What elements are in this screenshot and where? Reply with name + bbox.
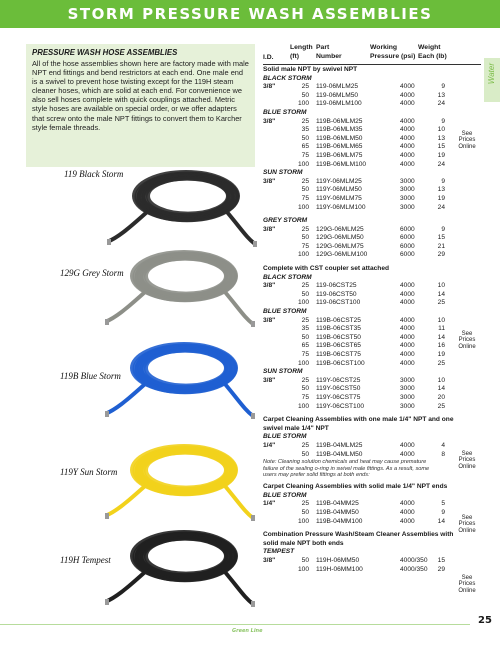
- section-heading: Carpet Cleaning Assemblies with one male 1/4" NPT and one: [263, 416, 454, 424]
- subheading: BLACK STORM: [263, 74, 312, 82]
- cell-weight: 19: [437, 351, 445, 358]
- subheading: BLACK STORM: [263, 273, 312, 281]
- see-prices-word: Prices: [458, 581, 476, 588]
- cell-length: 50: [301, 557, 309, 565]
- section-heading: Solid male NPT by swivel NPT: [263, 66, 358, 73]
- cell-pressure: 4000: [400, 83, 415, 91]
- cell-part: 119B-06CST25: [316, 316, 361, 324]
- cell-weight: 25: [437, 299, 445, 307]
- table-row: [263, 234, 483, 243]
- cell-weight: 15: [437, 234, 445, 242]
- cell-part: 119B-04MM100: [316, 517, 363, 525]
- cell-length: 25: [301, 441, 309, 449]
- cell-pressure: 4000: [400, 290, 415, 298]
- hose-coil-image: [107, 160, 257, 250]
- table-row: [263, 204, 483, 213]
- table-row: [263, 243, 483, 252]
- assembly-table: [263, 66, 483, 574]
- see-prices-online-note: [452, 575, 482, 594]
- cell-pressure: 3000: [400, 203, 415, 211]
- table-row: [263, 83, 483, 92]
- cell-length: 65: [301, 143, 309, 151]
- footer-brand: Green Line: [232, 628, 263, 634]
- see-prices-online-note: [452, 451, 482, 470]
- table-row: [263, 377, 483, 386]
- cell-weight: 20: [437, 393, 445, 401]
- table-row: [263, 385, 483, 394]
- cell-pressure: 4000: [400, 143, 415, 151]
- cell-length: 50: [301, 91, 309, 99]
- cell-weight: 4: [441, 441, 445, 449]
- cell-id: 3/8": [263, 117, 276, 125]
- subheading: BLUE STORM: [263, 433, 307, 441]
- table-row: [263, 360, 483, 369]
- cell-weight: 8: [441, 450, 445, 458]
- cell-weight: 9: [441, 117, 445, 125]
- cell-pressure: 3000: [400, 376, 415, 384]
- cell-length: 100: [297, 402, 309, 410]
- cell-part: 129G-06MLM25: [316, 225, 364, 233]
- see-prices-online-note: [452, 331, 482, 350]
- intro-body: All of the hose assemblies shown here are factory made with male NPT end fittings and bend restrictors at each end. One male end is a swivel to prevent hose twisting except for the 119H steam cleaner hoses, which are solid at each end. For convenience we also sell hoses complete with quick couplings attached. Metric style hoses are available on special order, or we offer adapters that screw onto the male NPT fittings to convert them to Karcher style female threads.: [32, 59, 249, 132]
- cell-part: 119H-06MM50: [316, 557, 360, 565]
- cell-length: 100: [297, 359, 309, 367]
- section-heading: solid male NPT both ends: [263, 539, 344, 547]
- cell-pressure: 3000: [400, 186, 415, 194]
- cell-part: 119B-06MLM65: [316, 143, 363, 151]
- cell-pressure: 6000: [400, 242, 415, 250]
- cell-pressure: 4000: [400, 160, 415, 168]
- table-row: [263, 251, 483, 260]
- cell-pressure: 4000: [400, 299, 415, 307]
- cell-weight: 21: [437, 242, 445, 250]
- cell-length: 35: [301, 325, 309, 333]
- table-row: [263, 351, 483, 360]
- table-row: [263, 186, 483, 195]
- cell-length: 75: [301, 242, 309, 250]
- header-length: Length (ft): [290, 44, 313, 60]
- cell-length: 75: [301, 351, 309, 358]
- cell-part: 119B-06CST50: [316, 333, 361, 341]
- intro-box: [26, 44, 255, 167]
- cell-length: 50: [301, 509, 309, 517]
- section-heading: swivel male 1/4" NPT: [263, 424, 329, 432]
- hose-label: 119H Tempest: [60, 555, 111, 565]
- cell-weight: 14: [437, 290, 445, 298]
- intro-heading: PRESSURE WASH HOSE ASSEMBLIES: [32, 48, 178, 57]
- cell-part: 119-06CST50: [316, 290, 357, 298]
- cell-pressure: 4000: [400, 151, 415, 159]
- hose-coil-image: [105, 240, 255, 330]
- cell-weight: 25: [437, 359, 445, 367]
- see-prices-word: Online: [458, 463, 476, 470]
- see-prices-word: See: [461, 515, 473, 521]
- table-row: [263, 325, 483, 334]
- cell-length: 25: [301, 177, 309, 185]
- see-prices-word: Online: [458, 587, 476, 594]
- cell-weight: 15: [437, 557, 445, 565]
- cell-id: 3/8": [263, 376, 276, 384]
- table-row: [263, 178, 483, 187]
- header-part: Part Number: [316, 44, 342, 60]
- cell-pressure: 3000: [400, 177, 415, 185]
- see-prices-word: Online: [458, 143, 476, 150]
- cell-pressure: 3000: [400, 385, 415, 393]
- see-prices-word: See: [461, 131, 473, 137]
- cell-pressure: 4000: [400, 333, 415, 341]
- cell-part: 129G-06MLM100: [316, 251, 368, 259]
- page-banner: [0, 0, 500, 28]
- see-prices-word: Online: [458, 343, 476, 350]
- table-row: [263, 143, 483, 152]
- cell-weight: 14: [437, 385, 445, 393]
- table-row: [263, 557, 483, 566]
- cell-pressure: 4000: [400, 359, 415, 367]
- cell-weight: 25: [437, 402, 445, 410]
- cell-pressure: 4000: [400, 316, 415, 324]
- cell-pressure: 6000: [400, 225, 415, 233]
- cell-pressure: 6000: [400, 234, 415, 242]
- cell-weight: 29: [437, 565, 445, 573]
- cell-pressure: 3000: [400, 393, 415, 401]
- table-row: [263, 282, 483, 291]
- cell-length: 100: [297, 517, 309, 525]
- cell-length: 50: [301, 134, 309, 142]
- cell-length: 100: [297, 203, 309, 211]
- cell-pressure: 4000: [400, 441, 415, 449]
- see-prices-word: See: [461, 331, 473, 337]
- subheading: BLUE STORM: [263, 308, 307, 316]
- footer-rule: [0, 624, 470, 625]
- cell-part: 119Y-06CST25: [316, 376, 361, 384]
- cell-weight: 9: [441, 83, 445, 91]
- cell-pressure: 4000: [400, 450, 415, 458]
- cell-part: 119Y-06MLM75: [316, 194, 362, 202]
- cell-length: 100: [297, 251, 309, 259]
- table-row: [263, 334, 483, 343]
- see-prices-online-note: [452, 131, 482, 150]
- cell-weight: 10: [437, 316, 445, 324]
- cell-pressure: 4000: [400, 282, 415, 290]
- cell-id: 1/4": [263, 500, 276, 508]
- cell-weight: 9: [441, 177, 445, 185]
- cell-length: 50: [301, 290, 309, 298]
- cell-id: 3/8": [263, 83, 276, 91]
- cell-length: 75: [301, 194, 309, 202]
- table-row: [263, 451, 483, 460]
- cell-pressure: 4000: [400, 342, 415, 350]
- cell-length: 75: [301, 151, 309, 159]
- header-rule: [263, 64, 481, 65]
- cell-part: 119B-06MLM25: [316, 117, 363, 125]
- cell-weight: 10: [437, 376, 445, 384]
- side-tab-label: Water: [487, 63, 496, 85]
- cell-pressure: 4000/350: [400, 565, 428, 573]
- cell-part: 119B-04MM25: [316, 500, 359, 508]
- table-row: [263, 152, 483, 161]
- subheading: SUN STORM: [263, 368, 303, 376]
- cell-length: 100: [297, 100, 309, 108]
- see-prices-word: See: [461, 451, 473, 457]
- cell-length: 25: [301, 500, 309, 508]
- hose-label: 119Y Sun Storm: [60, 467, 118, 477]
- cell-part: 119Y-06CST75: [316, 393, 361, 401]
- cell-weight: 9: [441, 225, 445, 233]
- cell-weight: 24: [437, 100, 445, 108]
- cell-pressure: 4000: [400, 100, 415, 108]
- table-row: [263, 118, 483, 127]
- banner-title: STORM PRESSURE WASH ASSEMBLIES: [67, 5, 433, 23]
- cell-weight: 13: [437, 186, 445, 194]
- subheading: TEMPEST: [263, 548, 295, 556]
- cell-length: 25: [301, 225, 309, 233]
- cell-id: 3/8": [263, 316, 276, 324]
- see-prices-online-note: [452, 515, 482, 534]
- cell-pressure: 3000: [400, 402, 415, 410]
- cell-length: 25: [301, 316, 309, 324]
- hose-coil-image: [105, 520, 255, 610]
- cell-part: 119B-06CST65: [316, 342, 361, 350]
- cell-length: 100: [297, 160, 309, 168]
- table-row: [263, 518, 483, 527]
- cell-weight: 14: [437, 333, 445, 341]
- cell-part: 119B-06CST35: [316, 325, 361, 333]
- cell-part: 119H-06MM100: [316, 565, 363, 573]
- hose-coil-image: [105, 332, 255, 422]
- note-text: failure of the sealing o-ring in swivel male fittings. As a result, some: [263, 465, 430, 472]
- table-row: [263, 161, 483, 170]
- section-heading: Combination Pressure Wash/Steam Cleaner Assemblies with: [263, 531, 454, 539]
- cell-weight: 16: [437, 342, 445, 350]
- cell-part: 119-06CST25: [316, 282, 357, 290]
- note-text: Note: Cleaning solution chemicals and heat may cause premature: [263, 459, 427, 466]
- table-row: [263, 394, 483, 403]
- section-heading: Carpet Cleaning Assemblies with solid male 1/4" NPT ends: [263, 483, 448, 491]
- table-row: [263, 442, 483, 451]
- table-row: [263, 566, 483, 575]
- cell-pressure: 4000: [400, 325, 415, 333]
- cell-part: 119B-06MLM35: [316, 126, 363, 134]
- cell-part: 119-06MLM25: [316, 83, 359, 91]
- cell-length: 25: [301, 117, 309, 125]
- cell-id: 3/8": [263, 225, 276, 233]
- hose-label: 129G Grey Storm: [60, 268, 124, 278]
- cell-pressure: 4000/350: [400, 557, 428, 565]
- header-weight: Weight Each (lb): [418, 44, 447, 60]
- see-prices-word: Prices: [458, 521, 476, 528]
- section-heading: Complete with CST coupler set attached: [263, 265, 390, 273]
- cell-weight: 24: [437, 203, 445, 211]
- subheading: BLUE STORM: [263, 108, 307, 116]
- cell-weight: 10: [437, 126, 445, 134]
- cell-weight: 15: [437, 143, 445, 151]
- cell-weight: 13: [437, 134, 445, 142]
- cell-length: 25: [301, 376, 309, 384]
- cell-length: 50: [301, 450, 309, 458]
- table-row: [263, 226, 483, 235]
- table-row: [263, 342, 483, 351]
- hose-label: 119B Blue Storm: [60, 371, 121, 381]
- table-row: [263, 126, 483, 135]
- cell-weight: 10: [437, 282, 445, 290]
- cell-part: 119B-04MLM50: [316, 450, 363, 458]
- header-pressure: Working Pressure (psi): [370, 44, 416, 60]
- cell-length: 50: [301, 186, 309, 194]
- see-prices-word: Prices: [458, 137, 476, 144]
- note-text: users may prefer solid fittings at both ends:: [263, 471, 370, 478]
- cell-weight: 13: [437, 91, 445, 99]
- cell-id: 1/4": [263, 441, 276, 449]
- cell-part: 119B-04MM50: [316, 509, 359, 517]
- cell-pressure: 4000: [400, 351, 415, 358]
- cell-part: 119-06MLM50: [316, 91, 359, 99]
- cell-part: 119B-06MLM100: [316, 160, 367, 168]
- header-id: I.D.: [263, 54, 274, 61]
- cell-length: 65: [301, 342, 309, 350]
- cell-weight: 5: [441, 500, 445, 508]
- side-tab[interactable]: [484, 58, 500, 102]
- cell-pressure: 4000: [400, 117, 415, 125]
- table-row: [263, 92, 483, 101]
- see-prices-word: Online: [458, 527, 476, 534]
- cell-weight: 14: [437, 517, 445, 525]
- cell-part: 119-06CST100: [316, 299, 361, 307]
- cell-part: 129G-06MLM75: [316, 242, 364, 250]
- cell-weight: 29: [437, 251, 445, 259]
- cell-part: 119B-06MLM75: [316, 151, 363, 159]
- cell-weight: 9: [441, 509, 445, 517]
- cell-length: 50: [301, 333, 309, 341]
- cell-part: 119B-04MLM25: [316, 441, 363, 449]
- table-row: [263, 500, 483, 509]
- cell-length: 50: [301, 234, 309, 242]
- cell-pressure: 4000: [400, 517, 415, 525]
- hose-coil-image: [105, 434, 255, 524]
- see-prices-word: Prices: [458, 337, 476, 344]
- cell-pressure: 3000: [400, 194, 415, 202]
- cell-weight: 19: [437, 151, 445, 159]
- cell-pressure: 4000: [400, 500, 415, 508]
- cell-length: 100: [297, 565, 309, 573]
- cell-id: 3/8": [263, 557, 276, 565]
- table-row: [263, 135, 483, 144]
- table-row: [263, 195, 483, 204]
- table-row: [263, 291, 483, 300]
- cell-part: 119Y-06MLM50: [316, 186, 362, 194]
- cell-weight: 24: [437, 160, 445, 168]
- cell-id: 3/8": [263, 177, 276, 185]
- table-row: [263, 100, 483, 109]
- table-row: [263, 509, 483, 518]
- cell-part: 119Y-06CST50: [316, 385, 361, 393]
- cell-part: 119Y-06MLM25: [316, 177, 362, 185]
- table-row: [263, 299, 483, 308]
- cell-part: 119B-06CST75: [316, 351, 361, 358]
- cell-length: 25: [301, 83, 309, 91]
- cell-part: 119B-06MLM50: [316, 134, 363, 142]
- page-number: 25: [478, 615, 492, 626]
- cell-pressure: 4000: [400, 134, 415, 142]
- hose-label: 119 Black Storm: [64, 169, 124, 179]
- cell-length: 100: [297, 299, 309, 307]
- cell-weight: 11: [438, 325, 445, 333]
- table-row: [263, 317, 483, 326]
- cell-pressure: 4000: [400, 126, 415, 134]
- cell-pressure: 4000: [400, 91, 415, 99]
- cell-length: 50: [301, 385, 309, 393]
- cell-part: 119Y-06CST100: [316, 402, 365, 410]
- cell-length: 25: [301, 282, 309, 290]
- cell-length: 35: [301, 126, 309, 134]
- cell-length: 75: [301, 393, 309, 401]
- cell-part: 119Y-06MLM100: [316, 203, 366, 211]
- cell-pressure: 4000: [400, 509, 415, 517]
- subheading: SUN STORM: [263, 169, 303, 177]
- table-row: [263, 403, 483, 412]
- cell-id: 3/8": [263, 282, 276, 290]
- see-prices-word: Prices: [458, 457, 476, 464]
- cell-pressure: 6000: [400, 251, 415, 259]
- subheading: GREY STORM: [263, 217, 308, 225]
- cell-part: 129G-06MLM50: [316, 234, 364, 242]
- subheading: BLUE STORM: [263, 491, 307, 499]
- cell-part: 119B-06CST100: [316, 359, 365, 367]
- cell-weight: 19: [437, 194, 445, 202]
- see-prices-word: See: [461, 575, 473, 581]
- cell-part: 119-06MLM100: [316, 100, 362, 108]
